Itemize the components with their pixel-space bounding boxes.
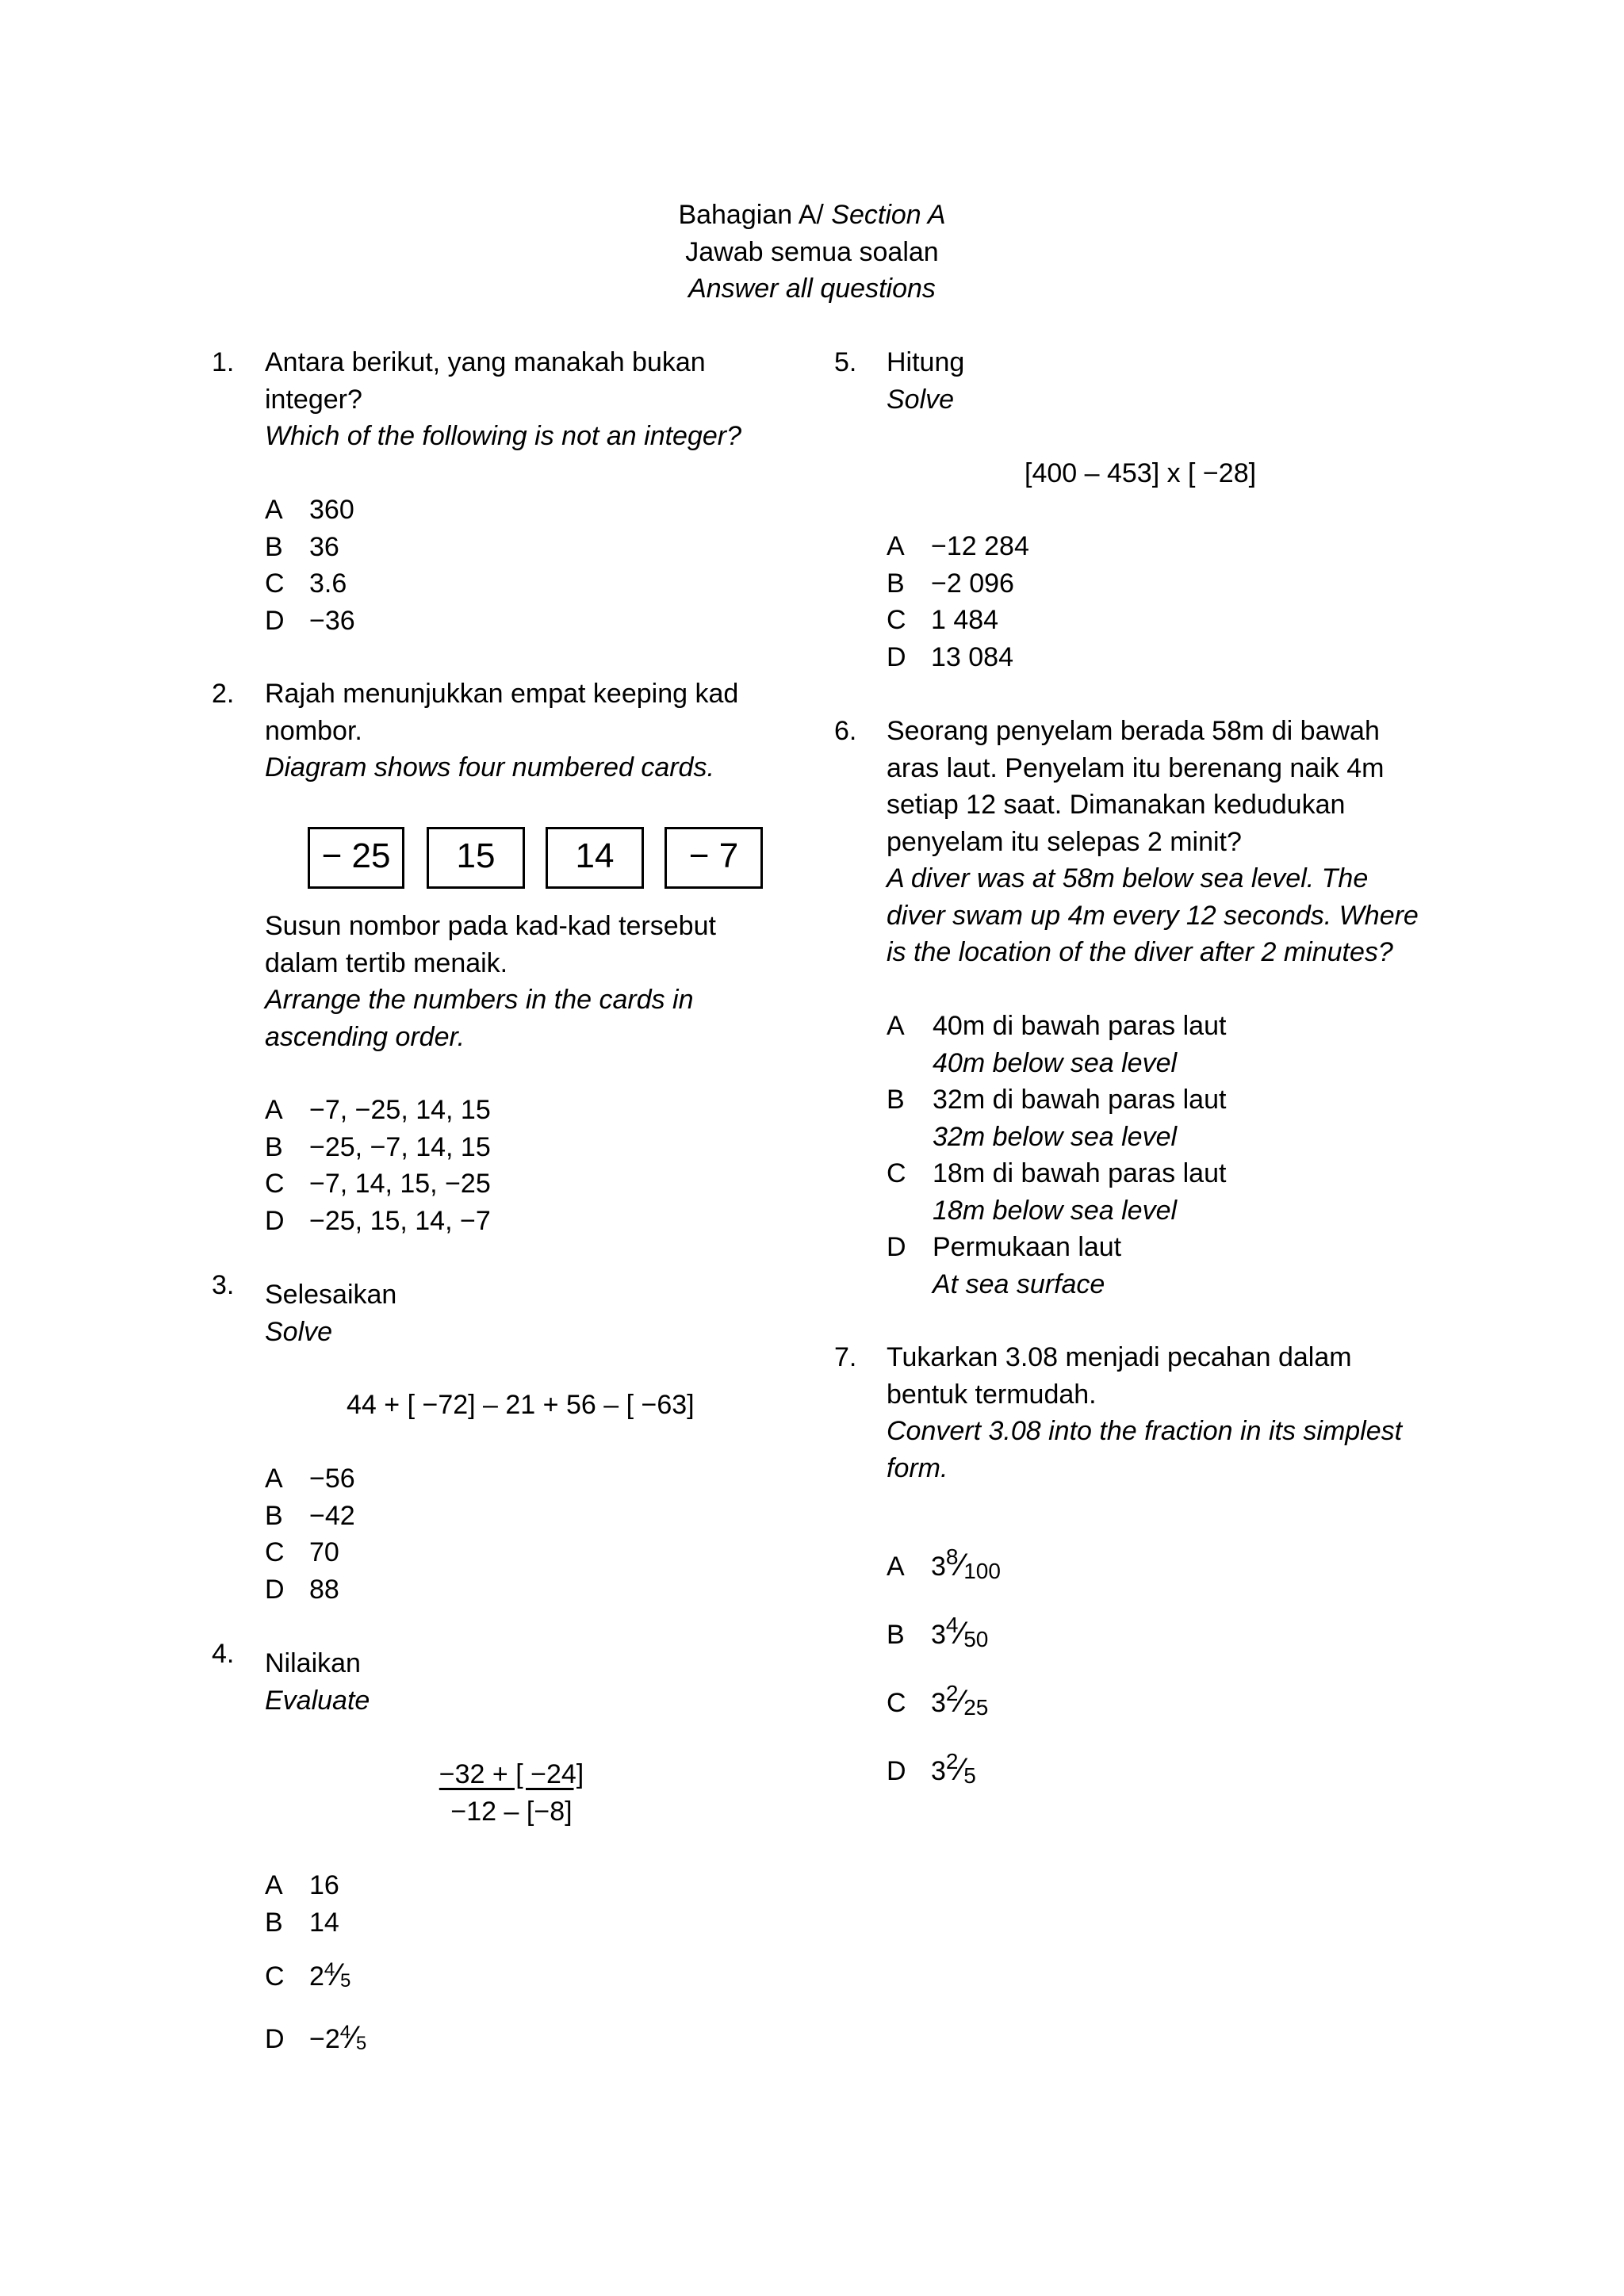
section-heading: [0, 197, 1624, 308]
option-letter: B: [265, 1500, 283, 1531]
question-text-ms: penyelam itu selepas 2 minit?: [887, 826, 1242, 857]
option-text: 13 084: [931, 641, 1013, 672]
fraction-whole: 2: [309, 1961, 324, 1992]
option-row[interactable]: [265, 1534, 355, 1571]
option-letter: D: [265, 1205, 285, 1236]
option-row[interactable]: [265, 1571, 355, 1609]
option-text: −25, 15, 14, −7: [309, 1205, 491, 1236]
question-number: 5.: [834, 347, 857, 377]
option-text: 70: [309, 1537, 339, 1567]
question-1-options: [265, 492, 355, 639]
question-text-en: A diver was at 58m below sea level. The: [887, 863, 1369, 894]
question-text-en: Arrange the numbers in the cards in: [265, 985, 694, 1015]
fraction-slash: ⁄: [958, 1616, 964, 1651]
option-letter: C: [887, 1688, 906, 1718]
question-2-instruction: [265, 908, 716, 1055]
fraction-denominator: −12 – [−8]: [450, 1796, 573, 1827]
fraction-whole: 3: [931, 1620, 946, 1650]
option-text: −25, −7, 14, 15: [309, 1131, 491, 1162]
option-row[interactable]: [887, 1155, 1226, 1192]
question-number: 2.: [212, 679, 235, 709]
option-letter: C: [887, 605, 906, 635]
option-letter: C: [265, 1961, 285, 1992]
option-letter: B: [265, 531, 283, 562]
fraction-slash: ⁄: [958, 1752, 964, 1787]
option-text-en: At sea surface: [933, 1269, 1105, 1299]
fraction-whole: −2: [309, 2023, 340, 2054]
question-5-options: [887, 528, 1029, 675]
question-text-en: Diagram shows four numbered cards.: [265, 752, 714, 783]
option-row[interactable]: [265, 1904, 366, 1942]
option-letter: B: [265, 1907, 283, 1938]
option-letter: C: [887, 1158, 906, 1188]
fraction-slash: ⁄: [335, 1957, 340, 1992]
option-letter: D: [265, 2023, 285, 2054]
fraction-denominator: 5: [339, 1970, 351, 1992]
question-number: 7.: [834, 1342, 857, 1372]
question-text-ms: Tukarkan 3.08 menjadi pecahan dalam: [887, 1342, 1352, 1372]
option-row[interactable]: [265, 603, 355, 640]
question-1-stem: [265, 344, 741, 455]
option-letter: A: [887, 531, 905, 561]
option-row[interactable]: [887, 528, 1029, 565]
mixed-fraction: [931, 1681, 989, 1720]
question-4-options: [265, 1867, 366, 2062]
question-text-ms: aras laut. Penyelam itu berenang naik 4m: [887, 752, 1385, 783]
question-text-ms: dalam tertib menaik.: [265, 947, 508, 978]
option-row[interactable]: [265, 1129, 491, 1166]
option-text-ms: Permukaan laut: [933, 1232, 1122, 1262]
option-text: 36: [309, 531, 339, 562]
question-7-options: [887, 1530, 1001, 1803]
option-letter: A: [265, 1464, 283, 1494]
question-4-fraction: [428, 1756, 595, 1830]
question-text-en: form.: [887, 1452, 948, 1483]
option-text: 360: [309, 495, 354, 525]
option-row[interactable]: [265, 492, 355, 529]
option-row[interactable]: [265, 2015, 366, 2063]
question-6-options: [887, 1008, 1226, 1303]
option-row[interactable]: [887, 1735, 1001, 1803]
option-text: −12 284: [931, 531, 1029, 561]
option-text: −7, −25, 14, 15: [309, 1095, 491, 1125]
question-6-stem: [887, 713, 1419, 971]
option-letter: C: [265, 1537, 285, 1567]
number-card: − 7: [665, 827, 763, 889]
question-text-en: ascending order.: [265, 1021, 465, 1052]
option-row[interactable]: [265, 529, 355, 566]
option-letter: B: [265, 1131, 283, 1162]
option-text: 3.6: [309, 568, 347, 599]
option-text-ms: 18m di bawah paras laut: [933, 1158, 1227, 1188]
question-text-en: is the location of the diver after 2 minutes?: [887, 937, 1393, 967]
question-text-ms: bentuk termudah.: [887, 1379, 1097, 1410]
section-title-ms: Bahagian A/: [678, 200, 824, 230]
option-text: −36: [309, 605, 355, 636]
option-letter: D: [265, 605, 285, 636]
fraction-whole: 3: [931, 1552, 946, 1582]
question-text-ms: Rajah menunjukkan empat keeping kad: [265, 679, 739, 709]
question-5-stem: [887, 344, 964, 418]
option-text: 14: [309, 1907, 339, 1938]
question-text-en: Evaluate: [265, 1685, 370, 1716]
fraction-denominator: 100: [963, 1559, 1001, 1583]
option-row[interactable]: [887, 1598, 1001, 1667]
instruction-ms: Jawab semua soalan: [685, 236, 939, 267]
mixed-fraction: [309, 2019, 367, 2055]
option-row[interactable]: [265, 1498, 355, 1535]
instruction-en: Answer all questions: [688, 274, 936, 304]
question-text-ms: Nilaikan: [265, 1648, 361, 1678]
fraction-slash: ⁄: [350, 2019, 356, 2055]
question-number: 6.: [834, 716, 857, 746]
option-row[interactable]: [887, 1081, 1226, 1119]
option-letter: D: [887, 1232, 906, 1262]
fraction-denominator: 5: [963, 1763, 976, 1788]
option-text: −42: [309, 1500, 355, 1531]
number-card: 14: [546, 827, 644, 889]
option-row[interactable]: [265, 1952, 366, 2000]
number-card: − 25: [308, 827, 404, 889]
option-text: −2 096: [931, 568, 1014, 599]
question-text-ms: Antara berikut, yang manakah bukan: [265, 347, 706, 377]
option-row[interactable]: [887, 565, 1029, 603]
option-letter: A: [265, 495, 283, 525]
option-text: −7, 14, 15, −25: [309, 1169, 491, 1199]
option-letter: B: [887, 568, 905, 599]
option-letter: C: [265, 1169, 285, 1199]
option-text: 16: [309, 1870, 339, 1900]
question-2-stem: [265, 675, 738, 786]
option-text: −56: [309, 1464, 355, 1494]
option-text-ms: 40m di bawah paras laut: [933, 1011, 1227, 1041]
option-row[interactable]: [265, 1092, 491, 1129]
fraction-slash: ⁄: [958, 1684, 964, 1719]
number-card: 15: [427, 827, 525, 889]
option-text: 88: [309, 1574, 339, 1605]
option-letter: A: [887, 1011, 905, 1041]
question-text-ms: integer?: [265, 384, 362, 415]
question-text-en: Solve: [265, 1316, 333, 1347]
option-text-en: 32m below sea level: [933, 1121, 1178, 1152]
option-row[interactable]: [265, 1165, 491, 1203]
question-text-en: Which of the following is not an integer?: [265, 421, 742, 451]
fraction-whole: 3: [931, 1688, 946, 1718]
option-letter: D: [887, 1756, 906, 1786]
mixed-fraction: [931, 1544, 1001, 1583]
question-text-ms: Susun nombor pada kad-kad tersebut: [265, 911, 716, 941]
fraction-slash: ⁄: [958, 1548, 964, 1582]
fraction-numerator: 2: [945, 1681, 959, 1705]
option-row[interactable]: [265, 1867, 366, 1904]
question-number: 4.: [212, 1639, 235, 1669]
option-letter: A: [887, 1552, 905, 1582]
fraction-numerator: 4: [324, 1959, 335, 1980]
option-letter: C: [265, 568, 285, 599]
option-letter: A: [265, 1870, 283, 1900]
option-row[interactable]: [887, 602, 1029, 639]
option-text-en: 40m below sea level: [933, 1047, 1178, 1078]
option-letter: D: [887, 641, 906, 672]
option-row[interactable]: [265, 565, 355, 603]
question-7-stem: [887, 1339, 1402, 1487]
question-text-en: Convert 3.08 into the fraction in its simplest: [887, 1416, 1403, 1446]
option-letter: A: [265, 1095, 283, 1125]
mixed-fraction: [931, 1613, 989, 1651]
fraction-numerator: 4: [945, 1613, 959, 1637]
question-text-ms: setiap 12 saat. Dimanakan kedudukan: [887, 790, 1346, 820]
fraction-whole: 3: [931, 1756, 946, 1786]
option-row[interactable]: [265, 1460, 355, 1498]
question-3-options: [265, 1460, 355, 1608]
fraction-numerator: −32 + [ −24]: [439, 1759, 584, 1789]
option-text-en: 18m below sea level: [933, 1195, 1178, 1226]
option-row[interactable]: [887, 1008, 1226, 1045]
option-row[interactable]: [265, 1203, 491, 1240]
option-row[interactable]: [887, 1229, 1226, 1266]
question-text-ms: Selesaikan: [265, 1280, 397, 1310]
option-row[interactable]: [887, 1530, 1001, 1598]
question-text-ms: Seorang penyelam berada 58m di bawah: [887, 716, 1380, 746]
question-5-expression: [400 – 453] x [ −28]: [1025, 458, 1257, 488]
fraction-denominator: 50: [963, 1627, 989, 1651]
question-text-en: diver swam up 4m every 12 seconds. Where: [887, 900, 1419, 931]
fraction-denominator: 25: [963, 1695, 989, 1720]
option-row[interactable]: [887, 639, 1029, 676]
option-letter: B: [887, 1085, 905, 1115]
fraction-numerator: 2: [945, 1749, 959, 1774]
section-title-en: Section A: [831, 200, 946, 230]
question-number: 1.: [212, 347, 235, 377]
question-2-options: [265, 1092, 491, 1239]
fraction-denominator: 5: [355, 2032, 367, 2054]
question-3-stem: [265, 1276, 396, 1350]
mixed-fraction: [931, 1749, 976, 1788]
fraction-numerator: 4: [339, 2021, 351, 2043]
question-4-stem: [265, 1645, 370, 1719]
option-text-ms: 32m di bawah paras laut: [933, 1085, 1227, 1115]
question-3-expression: 44 + [ −72] – 21 + 56 – [ −63]: [347, 1390, 695, 1420]
option-text: 1 484: [931, 605, 999, 635]
question-text-ms: Hitung: [887, 347, 965, 377]
option-letter: D: [265, 1574, 285, 1605]
question-text-en: Solve: [887, 384, 955, 415]
fraction-numerator: 8: [945, 1544, 959, 1569]
mixed-fraction: [309, 1957, 351, 1992]
question-number: 3.: [212, 1270, 235, 1300]
question-text-ms: nombor.: [265, 715, 362, 746]
option-letter: B: [887, 1620, 905, 1650]
option-row[interactable]: [887, 1667, 1001, 1735]
